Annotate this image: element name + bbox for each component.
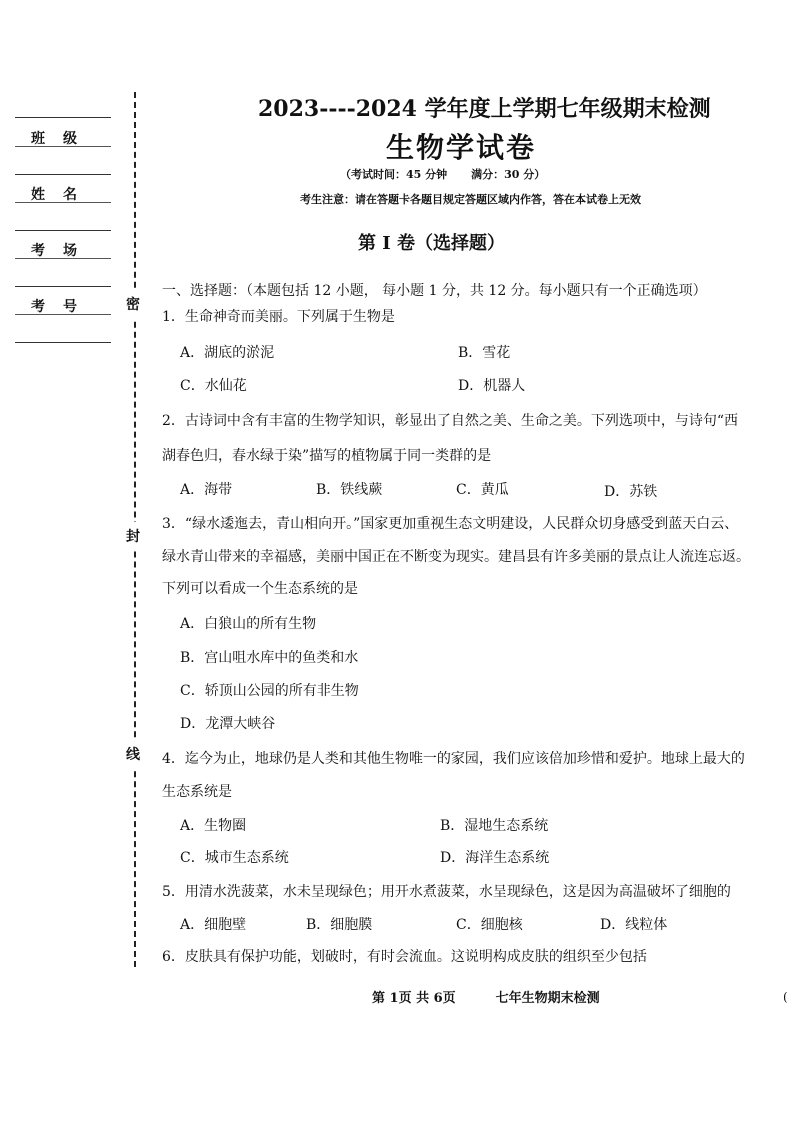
question-4-option-a: A．生物圈: [180, 818, 247, 834]
page-footer: [372, 987, 640, 1006]
question-6-text: 6．皮肤具有保护功能，划破时，有时会流血。这说明构成皮肤的组织至少包括: [162, 949, 647, 965]
question-2-text-line-2: 湖春色归，春水绿于染”描写的植物属于同一类群的是: [162, 448, 492, 464]
question-5-option-b: B．细胞膜: [306, 917, 373, 933]
edge-mark: (: [783, 990, 788, 1004]
info-divider: [15, 202, 111, 203]
question-5-option-a: A．细胞壁: [180, 917, 247, 933]
question-5-option-d: D．线粒体: [600, 917, 668, 933]
question-1-option-a: A．湖底的淤泥: [180, 345, 275, 361]
exam-title: 2023----2024 学年度上学期七年级期末检测: [258, 96, 711, 122]
question-2-option-a: A．海带: [180, 482, 233, 498]
info-divider: [15, 258, 111, 259]
section-instruction: 一、选择题：（本题包括 12 小题， 每小题 1 分，共 12 分。每小题只有一个正确选项）: [162, 283, 707, 299]
question-1-text: 1．生命神奇而美丽。下列属于生物是: [162, 309, 395, 325]
info-row-class: [15, 117, 111, 175]
question-5-option-c: C．细胞核: [456, 917, 523, 933]
info-row-room: [15, 230, 111, 287]
question-2-option-d: D．苏铁: [604, 484, 658, 500]
seal-char-mi: 密: [126, 290, 140, 318]
info-row-number: [15, 286, 111, 343]
question-3-text-line-2: 绿水青山带来的幸福感，美丽中国正在不断变为现实。建昌县有许多美丽的景点让人流连忘返。: [162, 549, 750, 565]
info-label-class: 班级: [31, 131, 95, 147]
question-3-text-line-3: 下列可以看成一个生态系统的是: [162, 581, 358, 597]
exam-time: （考试时间：45 分钟: [340, 168, 448, 181]
question-5-text: 5．用清水洗菠菜，水未呈现绿色；用开水煮菠菜，水呈现绿色，这是因为高温破坏了细胞的: [162, 884, 731, 900]
info-label-name: 姓名: [31, 187, 95, 203]
section-title: 第 I 卷（选择题）: [358, 233, 505, 254]
seal-char-xian: 线: [126, 740, 140, 768]
question-4-option-b: B．湿地生态系统: [440, 818, 549, 834]
question-3-option-d: D．龙潭大峡谷: [180, 716, 276, 732]
info-row-name: [15, 174, 111, 231]
exam-meta: [340, 166, 569, 182]
question-2-option-c: C．黄瓜: [456, 482, 509, 498]
question-3-option-c: C．轿顶山公园的所有非生物: [180, 683, 359, 699]
question-4-text-line-1: 4．迄今为止，地球仍是人类和其他生物唯一的家园，我们应该倍加珍惜和爱护。地球上最大的: [162, 751, 745, 767]
question-2-text-line-1: 2．古诗词中含有丰富的生物学知识，彰显出了自然之美、生命之美。下列选项中，与诗句“西: [162, 413, 739, 429]
question-1-option-c: C．水仙花: [180, 378, 247, 394]
info-divider: [15, 146, 111, 147]
question-4-option-d: D．海洋生态系统: [440, 850, 550, 866]
question-1-option-b: B．雪花: [458, 345, 511, 361]
full-score: 满分：30 分）: [471, 168, 546, 181]
info-label-number: 考号: [31, 299, 95, 315]
question-3-option-b: B．宫山咀水库中的鱼类和水: [180, 650, 359, 666]
info-label-room: 考场: [31, 243, 95, 259]
question-4-option-c: C．城市生态系统: [180, 850, 289, 866]
question-4-text-line-2: 生态系统是: [162, 784, 232, 800]
info-divider: [15, 314, 111, 315]
exam-notice: 考生注意：请在答题卡各题目规定答题区域内作答，答在本试卷上无效: [300, 193, 641, 206]
question-3-option-a: A．白狼山的所有生物: [180, 616, 317, 632]
question-3-text-line-1: 3．“绿水逶迤去，青山相向开。”国家更加重视生态文明建设，人民群众切身感受到蓝天白云、: [162, 516, 739, 532]
question-2-option-b: B．铁线蕨: [316, 482, 383, 498]
page-number: 第 1页 共 6页: [372, 991, 456, 1006]
seal-char-feng: 封: [126, 522, 140, 550]
footer-exam-name: 七年生物期末检测: [495, 991, 600, 1006]
question-1-option-d: D．机器人: [458, 378, 526, 394]
exam-subject: 生物学试卷: [386, 131, 537, 164]
